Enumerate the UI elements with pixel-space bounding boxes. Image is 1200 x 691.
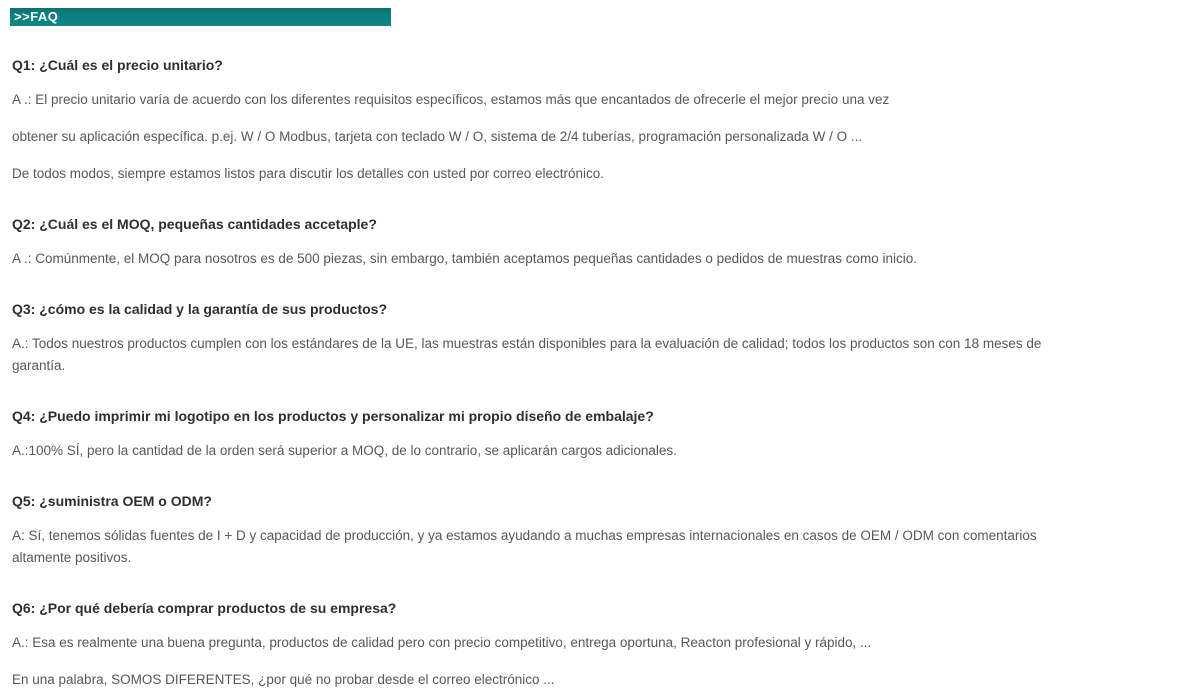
faq-answer-paragraph: A .: Comúnmente, el MOQ para nosotros es de 500 piezas, sin embargo, también aceptamos pequeñas cantidades o pedidos de muestras como inicio. [12,251,918,266]
faq-answer-paragraph: A: Sí, tenemos sólidas fuentes de I + D y capacidad de producción, y ya estamos ayudando a muchas empresas internacionales en casos de OEM / ODM con comentarios altamente positivos. [12,528,1037,565]
faq-list [0,57,1200,691]
faq-answer-paragraph: obtener su aplicación específica. p.ej. W / O Modbus, tarjeta con teclado W / O, sistema de 2/4 tuberías, programación personalizada W / O ... [12,129,863,144]
faq-item [12,301,1200,377]
faq-answer-paragraph: A.: Esa es realmente una buena pregunta, productos de calidad pero con precio competitivo, entrega oportuna, Reacton profesional y rápido, ... [12,635,872,650]
faq-item [12,216,1200,270]
faq-item [12,57,1200,185]
faq-page [0,8,1200,687]
faq-answer-paragraph: A .: El precio unitario varía de acuerdo con los diferentes requisitos específicos, estamos más que encantados de ofrecerle el mejor precio una vez [12,92,890,107]
faq-item [12,493,1200,569]
faq-question: Q5: ¿suministra OEM o ODM? [12,493,212,509]
faq-question: Q1: ¿Cuál es el precio unitario? [12,57,223,73]
faq-question: Q6: ¿Por qué debería comprar productos de su empresa? [12,600,397,616]
faq-item [12,408,1200,462]
faq-section-header: >>FAQ [10,8,391,26]
faq-answer-paragraph: A.:100% SÍ, pero la cantidad de la orden será superior a MOQ, de lo contrario, se aplicarán cargos adicionales. [12,443,677,458]
faq-question: Q2: ¿Cuál es el MOQ, pequeñas cantidades accetaple? [12,216,377,232]
faq-question: Q4: ¿Puedo imprimir mi logotipo en los productos y personalizar mi propio diseño de embalaje? [12,408,654,424]
faq-answer-paragraph: A.: Todos nuestros productos cumplen con los estándares de la UE, las muestras están disponibles para la evaluación de calidad; todos los productos son con 18 meses de garantía. [12,336,1042,373]
faq-item [12,600,1200,691]
faq-answer-paragraph: De todos modos, siempre estamos listos para discutir los detalles con usted por correo electrónico. [12,166,605,181]
faq-question: Q3: ¿cómo es la calidad y la garantía de sus productos? [12,301,387,317]
faq-answer-paragraph: En una palabra, SOMOS DIFERENTES, ¿por qué no probar desde el correo electrónico ... [12,672,555,687]
